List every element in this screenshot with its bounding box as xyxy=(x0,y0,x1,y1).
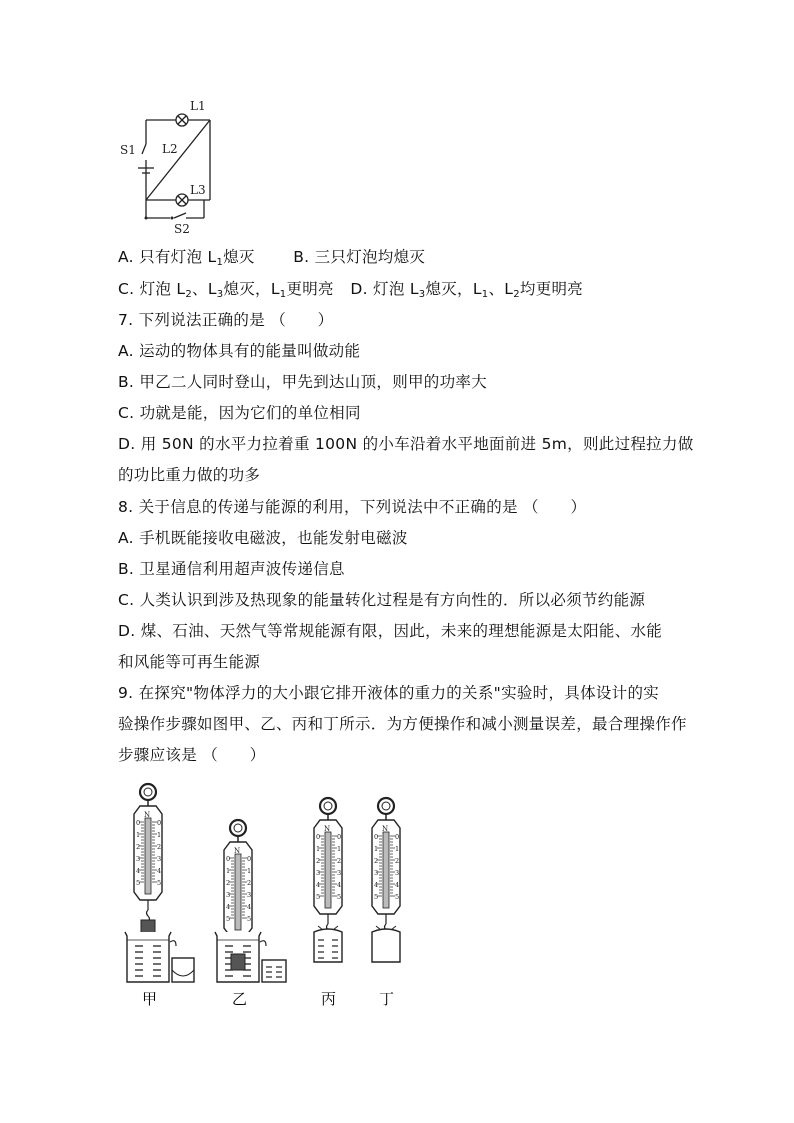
q8-option-d-line2: 和风能等可再生能源 xyxy=(118,653,261,671)
tick-label: 5 xyxy=(226,915,231,923)
label-S1: S1 xyxy=(120,143,136,157)
scale-unit-yi: N xyxy=(234,847,241,855)
tick-label: 5 xyxy=(395,893,400,901)
q8-option-a: A. 手机既能接收电磁波，也能发射电磁波 xyxy=(118,529,408,547)
q7-option-b: B. 甲乙二人同时登山，甲先到达山顶，则甲的功率大 xyxy=(118,373,487,391)
fig-label-bing: 丙 xyxy=(321,990,337,1008)
q8-option-b: B. 卫星通信利用超声波传递信息 xyxy=(118,560,345,578)
setup-yi xyxy=(215,820,286,1008)
tick-label: 1 xyxy=(337,845,342,853)
tick-label: 4 xyxy=(157,867,162,875)
spring-scale-figure xyxy=(118,780,418,1015)
tick-label: 0 xyxy=(337,833,342,841)
tick-label: 4 xyxy=(136,867,141,875)
q7-option-d-line2: 的功比重力做的功多 xyxy=(118,466,261,484)
circuit-diagram xyxy=(118,96,218,236)
tick-label: 4 xyxy=(316,881,321,889)
q6-options-ab xyxy=(118,246,425,274)
label-L3: L3 xyxy=(190,183,206,197)
tick-label: 2 xyxy=(136,843,141,851)
tick-label: 3 xyxy=(374,869,379,877)
q9-stem-line3: 步骤应该是 （ ） xyxy=(118,746,266,764)
tick-label: 5 xyxy=(247,915,252,923)
scale-unit-bing: N xyxy=(324,825,331,833)
tick-label: 3 xyxy=(395,869,400,877)
tick-label: 5 xyxy=(157,879,162,887)
tick-label: 2 xyxy=(247,879,252,887)
fig-label-yi: 乙 xyxy=(232,990,248,1008)
fig-label-jia: 甲 xyxy=(142,990,158,1008)
scale-unit-ding: N xyxy=(382,825,389,833)
tick-label: 0 xyxy=(247,855,252,863)
tick-label: 1 xyxy=(247,867,252,875)
tick-label: 4 xyxy=(337,881,342,889)
tick-label: 2 xyxy=(316,857,321,865)
tick-label: 1 xyxy=(374,845,379,853)
tick-label: 1 xyxy=(226,867,231,875)
tick-label: 1 xyxy=(316,845,321,853)
tick-label: 2 xyxy=(395,857,400,865)
q6-options-cd xyxy=(118,278,583,306)
tick-label: 3 xyxy=(226,891,231,899)
q7-option-d-line1: D. 用 50N 的水平力拉着重 100N 的小车沿着水平地面前进 5m，则此过程拉力做 xyxy=(118,435,694,453)
tick-label: 1 xyxy=(395,845,400,853)
tick-label: 2 xyxy=(337,857,342,865)
tick-label: 3 xyxy=(136,855,141,863)
label-S2: S2 xyxy=(174,222,190,236)
fig-label-ding: 丁 xyxy=(379,990,395,1008)
q8-stem: 8. 关于信息的传递与能源的利用，下列说法中不正确的是 （ ） xyxy=(118,498,587,516)
setup-jia xyxy=(125,784,194,1008)
tick-label: 4 xyxy=(226,903,231,911)
tick-label: 3 xyxy=(247,891,252,899)
tick-label: 3 xyxy=(157,855,162,863)
tick-label: 4 xyxy=(247,903,252,911)
tick-label: 0 xyxy=(395,833,400,841)
q7-option-c: C. 功就是能，因为它们的单位相同 xyxy=(118,404,361,422)
tick-label: 5 xyxy=(136,879,141,887)
label-L2: L2 xyxy=(162,142,178,156)
q6-option-d: D. 灯泡 $L_3$熄灭，$L_1$、$L_2$均更明亮 xyxy=(350,280,584,300)
scale-unit-jia: N xyxy=(144,811,151,819)
tick-label: 5 xyxy=(374,893,379,901)
tick-label: 4 xyxy=(395,881,400,889)
tick-label: 2 xyxy=(374,857,379,865)
tick-label: 3 xyxy=(316,869,321,877)
q9-stem-line2: 验操作步骤如图甲、乙、丙和丁所示．为方便操作和减小测量误差，最合理操作作 xyxy=(118,715,687,733)
tick-label: 0 xyxy=(374,833,379,841)
setup-ding xyxy=(372,798,400,1008)
tick-label: 3 xyxy=(337,869,342,877)
q8-option-d-line1: D. 煤、石油、天然气等常规能源有限，因此，未来的理想能源是太阳能、水能 xyxy=(118,622,663,640)
tick-label: 5 xyxy=(337,893,342,901)
tick-label: 0 xyxy=(136,819,141,827)
tick-label: 0 xyxy=(157,819,162,827)
q6-option-b: B. 三只灯泡均熄灭 xyxy=(293,248,426,266)
q6-option-a: A. 只有灯泡 $L_1$熄灭 xyxy=(118,248,255,268)
q8-option-c: C. 人类认识到涉及热现象的能量转化过程是有方向性的．所以必须节约能源 xyxy=(118,591,646,609)
tick-label: 1 xyxy=(136,831,141,839)
tick-label: 0 xyxy=(226,855,231,863)
tick-label: 4 xyxy=(374,881,379,889)
q7-option-a: A. 运动的物体具有的能量叫做动能 xyxy=(118,342,361,360)
tick-label: 2 xyxy=(226,879,231,887)
q6-option-c: C. 灯泡 $L_2$、$L_3$熄灭，$L_1$更明亮 xyxy=(118,280,334,300)
tick-label: 1 xyxy=(157,831,162,839)
tick-label: 0 xyxy=(316,833,321,841)
tick-label: 5 xyxy=(316,893,321,901)
q9-stem-line1: 9. 在探究"物体浮力的大小跟它排开液体的重力的关系"实验时，具体设计的实 xyxy=(118,684,660,702)
q7-stem: 7. 下列说法正确的是 （ ） xyxy=(118,311,334,329)
tick-label: 2 xyxy=(157,843,162,851)
setup-bing xyxy=(314,798,342,1008)
label-L1: L1 xyxy=(190,99,206,113)
